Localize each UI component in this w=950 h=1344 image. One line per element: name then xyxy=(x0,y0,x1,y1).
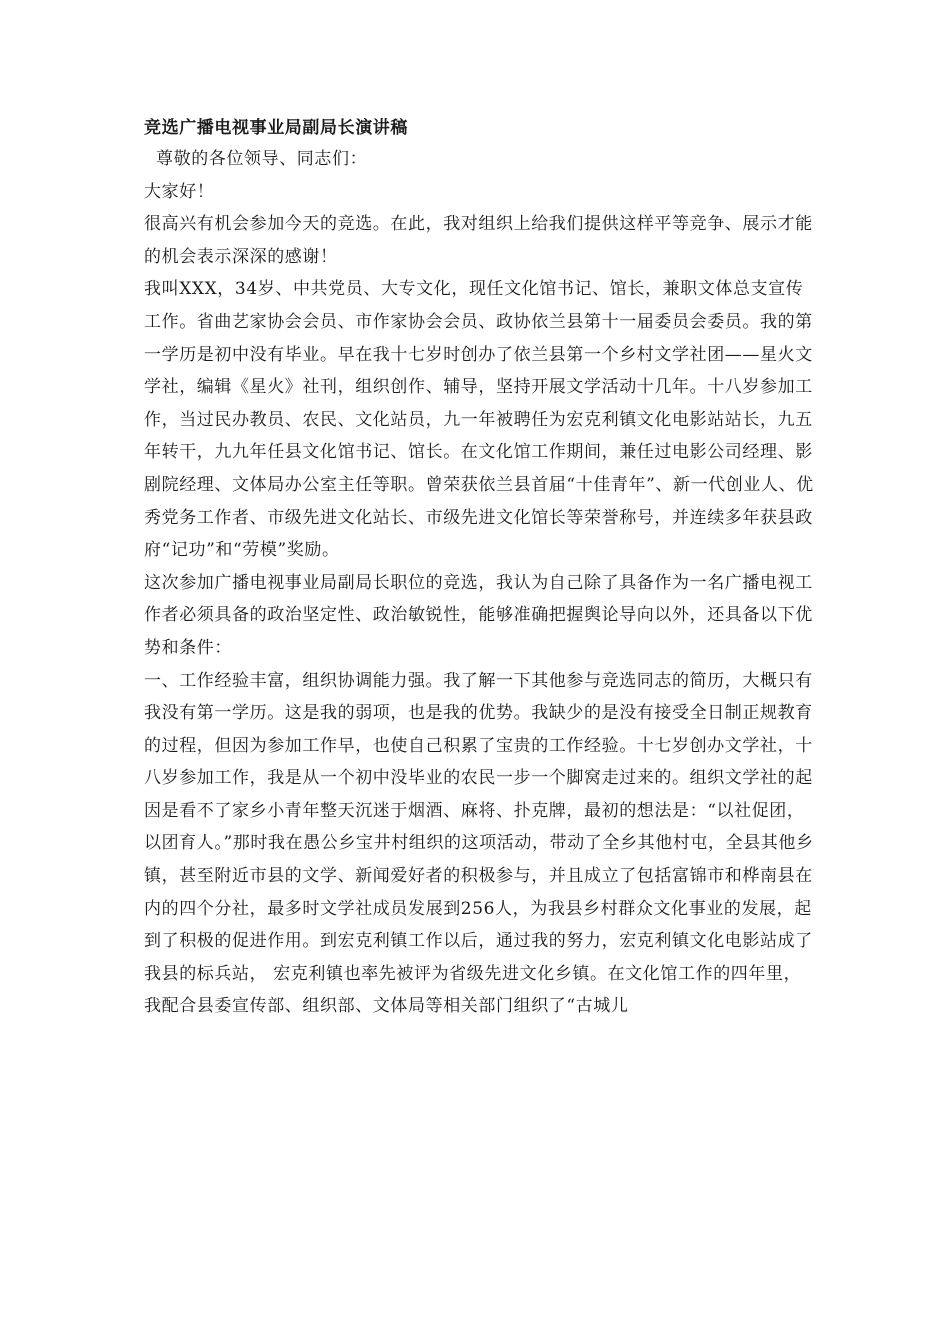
paragraph-thanks: 很高兴有机会参加今天的竞选。在此，我对组织上给我们提供这样平等竞争、展示才能的机会表示深深的感谢！ xyxy=(144,214,813,267)
paragraph-salutation: 尊敬的各位领导、同志们： xyxy=(156,149,368,169)
paragraph-hello: 大家好！ xyxy=(144,181,215,202)
paragraph-self-introduction: 我叫XXX，34岁、中共党员、大专文化，现任文化馆书记、馆长，兼职文体总支宣传工作。省曲艺家协会会员、市作家协会会员、政协依兰县第十一届委员会委员。我的第一学历是初中没有毕业。早在我十七岁时创办了依兰县第一个乡村文学社团——星火文学社，编辑《星火》社刊，组织创作、辅导，坚持开展文学活动十几年。十八岁参加工作，当过民办教员、农民、文化站员，九一年被聘任为宏克利镇文化电影站站长，九五年转干，九九年任县文化馆书记、馆长。在文化馆工作期间，兼任过电影公司经理、影剧院经理、文体局办公室主任等职。曾荣获依兰县首届“十佳青年”、新一代创业人、优秀党务工作者、市级先进文化站长、市级先进文化馆长等荣誉称号，并连续多年获县政府“记功”和“劳模”奖励。 xyxy=(144,279,814,561)
paragraph-advantage-one: 一、工作经验丰富，组织协调能力强。我了解一下其他参与竞选同志的简历，大概只有我没有第一学历。这是我的弱项，也是我的优势。我缺少的是没有接受全日制正规教育的过程，但因为参加工作早，也使自己积累了宝贵的工作经验。十七岁创办文学社，十八岁参加工作，我是从一个初中没毕业的农民一步一个脚窝走过来的。组织文学社的起因是看不了家乡小青年整天沉迷于烟酒、麻将、扑克牌，最初的想法是：“以社促团，以团育人。”那时我在愚公乡宝井村组织的这项活动，带动了全乡其他村屯，全县其他乡镇，甚至附近市县的文学、新闻爱好者的积极参与，并且成立了包括富锦市和桦南县在内的四个分社，最多时文学社成员发展到256人，为我县乡村群众文化事业的发展，起到了积极的促进作用。到宏克利镇工作以后，通过我的努力，宏克利镇文化电影站成了我县的标兵站， 宏克利镇也率先被评为省级先进文化乡镇。在文化馆工作的四年里，我配合县委宣传部、组织部、文体局等相关部门组织了“古城儿 xyxy=(144,670,814,1017)
document-body xyxy=(144,113,814,1023)
paragraph-candidacy: 这次参加广播电视事业局副局长职位的竞选，我认为自己除了具备作为一名广播电视工作者必须具备的政治坚定性、政治敏锐性，能够准确把握舆论导向以外，还具备以下优势和条件： xyxy=(144,572,813,658)
document-title: 竞选广播电视事业局副局长演讲稿 xyxy=(144,118,408,138)
